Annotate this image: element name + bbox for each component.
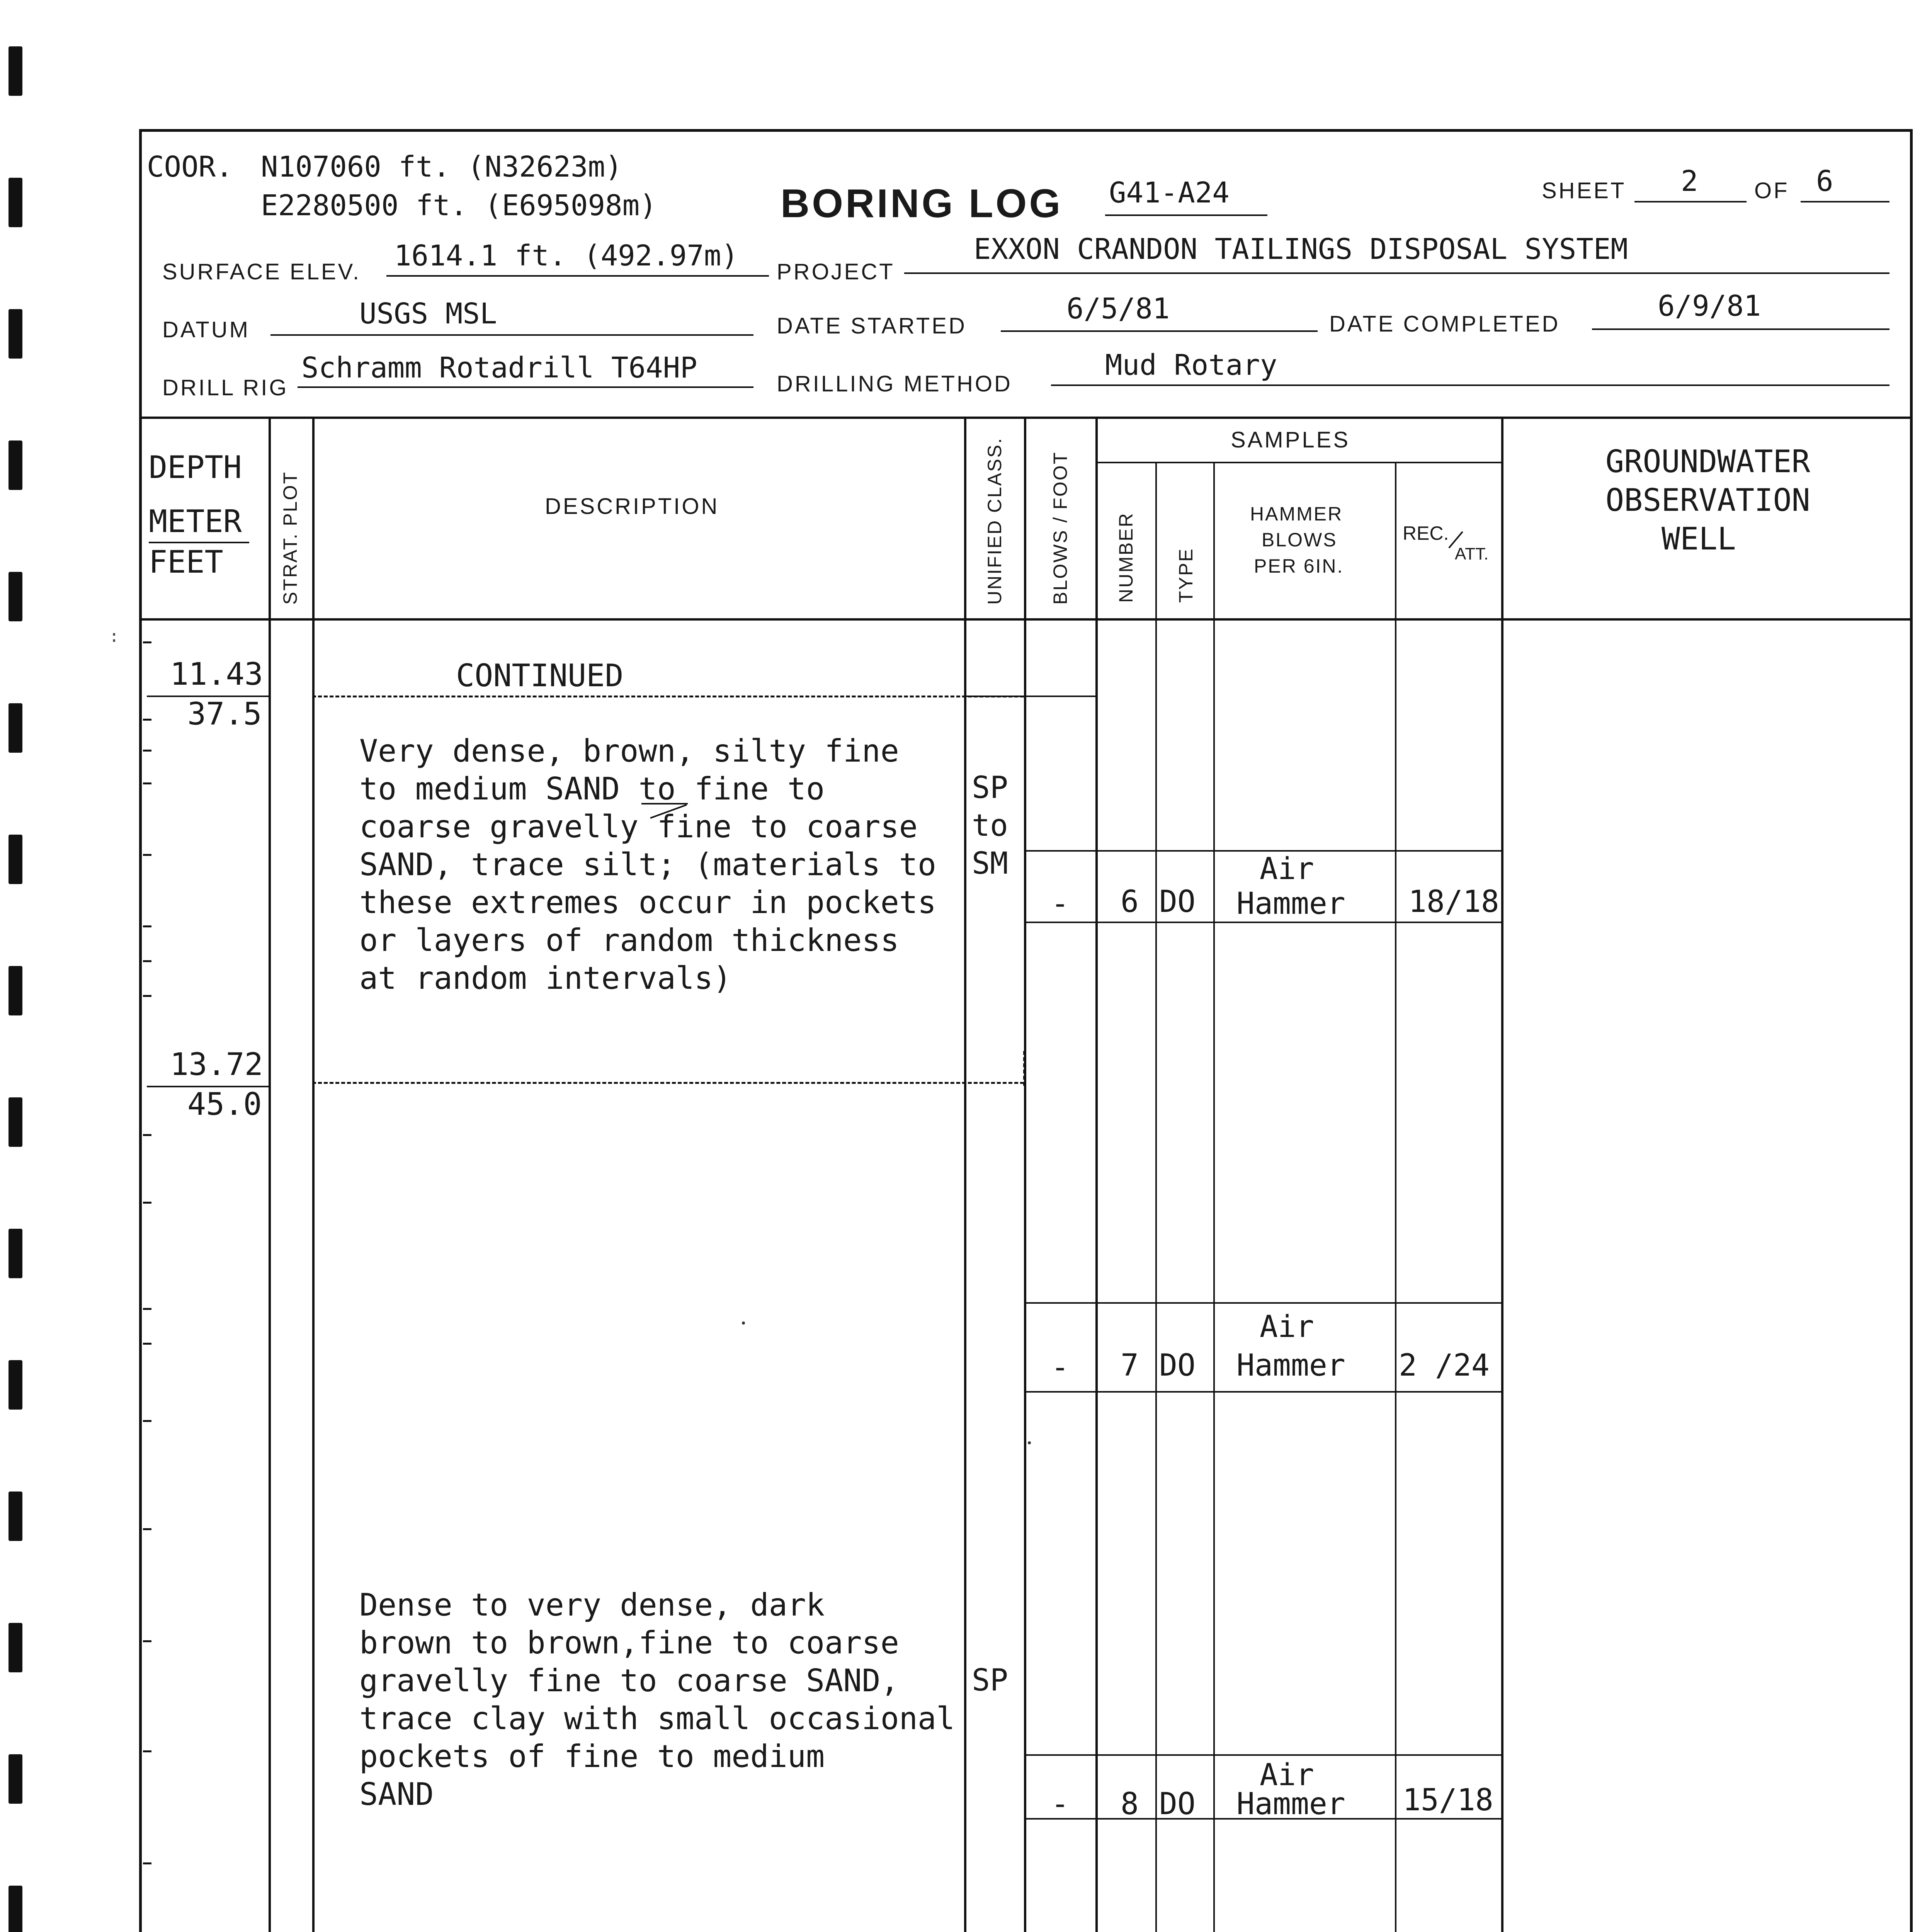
depth-tick bbox=[143, 1862, 151, 1864]
blows-foot-header: BLOWS / FOOT bbox=[1049, 451, 1071, 605]
hammer-header-1: HAMMER bbox=[1250, 503, 1343, 525]
surface-elev-line bbox=[386, 275, 769, 277]
col-line-number bbox=[1155, 462, 1157, 1932]
gw-header-1: GROUNDWATER bbox=[1605, 444, 1810, 480]
depth-meter-1: 11.43 bbox=[170, 656, 263, 692]
number-header: NUMBER bbox=[1115, 512, 1137, 603]
binder-hole bbox=[9, 572, 22, 621]
depth-tick bbox=[143, 960, 151, 962]
underline-to bbox=[641, 803, 688, 804]
datum-label: DATUM bbox=[162, 317, 250, 342]
col-line-desc bbox=[964, 417, 966, 1932]
description-line: SAND bbox=[359, 1776, 434, 1812]
sample-hammer-2: Hammer bbox=[1236, 886, 1345, 921]
blows-divider bbox=[1024, 696, 1095, 697]
col-line-hammer bbox=[1395, 462, 1396, 1932]
sample-rec-att: 2 /24 bbox=[1399, 1348, 1490, 1383]
date-completed-line bbox=[1592, 328, 1889, 330]
depth-tick bbox=[143, 1343, 151, 1345]
sample-rec-att: 15/18 bbox=[1403, 1783, 1493, 1818]
col-line-depth bbox=[269, 417, 271, 1932]
depth-tick bbox=[143, 1202, 151, 1204]
binder-hole bbox=[9, 1754, 22, 1804]
unified-class-header: UNIFIED CLASS. bbox=[984, 437, 1005, 605]
description-line: at random intervals) bbox=[359, 960, 732, 996]
date-started-line bbox=[1001, 330, 1318, 332]
margin-mark: : bbox=[109, 626, 119, 646]
description-line: gravelly fine to coarse SAND, bbox=[359, 1663, 899, 1699]
binder-hole bbox=[9, 178, 22, 227]
depth-header: DEPTH bbox=[149, 449, 242, 485]
boring-id-line bbox=[1105, 214, 1267, 216]
binder-hole bbox=[9, 966, 22, 1015]
sample-type: DO bbox=[1159, 884, 1196, 919]
sample-rec-att: 18/18 bbox=[1408, 884, 1499, 919]
document-title: BORING LOG bbox=[781, 181, 1063, 226]
binder-hole bbox=[9, 440, 22, 490]
depth-tick bbox=[143, 641, 151, 643]
description-line: SAND, trace silt; (materials to bbox=[359, 847, 937, 883]
binder-hole bbox=[9, 1097, 22, 1147]
rec-header: REC. bbox=[1403, 522, 1449, 544]
strat-plot-header: STRAT. PLOT bbox=[279, 471, 301, 605]
depth-tick bbox=[143, 782, 151, 784]
binder-hole bbox=[9, 703, 22, 753]
col-line-type bbox=[1213, 462, 1215, 1932]
class-line: SP bbox=[972, 770, 1008, 805]
pen-mark bbox=[742, 1321, 745, 1325]
depth-tick bbox=[143, 925, 151, 927]
sample-top-line bbox=[1024, 1754, 1501, 1756]
meter-feet-divider bbox=[149, 542, 249, 543]
description-line: to medium SAND to fine to bbox=[359, 771, 825, 807]
project-label: PROJECT bbox=[777, 259, 895, 284]
sample-blows: - bbox=[1051, 1787, 1069, 1821]
depth-meter-2: 13.72 bbox=[170, 1046, 263, 1082]
sheet-total: 6 bbox=[1816, 165, 1833, 198]
drill-rig-line bbox=[298, 386, 753, 388]
of-label: OF bbox=[1754, 178, 1789, 203]
project-name: EXXON CRANDON TAILINGS DISPOSAL SYSTEM bbox=[974, 233, 1628, 266]
gw-header-3: WELL bbox=[1662, 521, 1736, 557]
sheet-number: 2 bbox=[1681, 165, 1698, 198]
surface-elev: 1614.1 ft. (492.97m) bbox=[394, 239, 739, 272]
class-divider-1 bbox=[964, 696, 1024, 697]
depth-tick bbox=[143, 1308, 151, 1310]
type-header: TYPE bbox=[1175, 548, 1197, 603]
pen-mark bbox=[1028, 1441, 1031, 1444]
binder-hole bbox=[9, 1360, 22, 1410]
binder-hole bbox=[9, 1623, 22, 1672]
col-line-blows bbox=[1095, 417, 1098, 1932]
col-line-strat bbox=[312, 417, 315, 1932]
description-header: DESCRIPTION bbox=[545, 494, 719, 519]
description-line: Dense to very dense, dark bbox=[359, 1587, 825, 1623]
sample-hammer-1: Air bbox=[1260, 1310, 1314, 1344]
date-completed-label: DATE COMPLETED bbox=[1329, 311, 1560, 337]
drilling-method-line bbox=[1051, 384, 1889, 386]
surface-elev-label: SURFACE ELEV. bbox=[162, 259, 361, 284]
sample-bottom-line bbox=[1024, 1391, 1501, 1393]
depth-tick bbox=[143, 1420, 151, 1422]
depth-tick bbox=[143, 1134, 151, 1136]
col-line-rec bbox=[1501, 417, 1503, 1932]
description-line: pockets of fine to medium bbox=[359, 1738, 825, 1774]
project-line bbox=[904, 272, 1889, 274]
feet-header: FEET bbox=[149, 544, 223, 580]
description-line: coarse gravelly fine to coarse bbox=[359, 809, 918, 845]
gw-header-2: OBSERVATION bbox=[1605, 482, 1810, 518]
depth-tick bbox=[143, 1640, 151, 1642]
depth-tick bbox=[143, 854, 151, 856]
drilling-method: Mud Rotary bbox=[1105, 349, 1277, 382]
datum-value: USGS MSL bbox=[359, 297, 497, 330]
col-line-class bbox=[1024, 417, 1026, 1932]
drill-rig: Schramm Rotadrill T64HP bbox=[301, 351, 697, 384]
date-started-label: DATE STARTED bbox=[777, 313, 967, 338]
sheet-number-line bbox=[1634, 201, 1747, 202]
depth-tick bbox=[143, 1528, 151, 1530]
sample-hammer-1: Air bbox=[1260, 1758, 1314, 1793]
hammer-header-2: BLOWS bbox=[1262, 529, 1337, 551]
sample-blows: - bbox=[1051, 886, 1069, 921]
depth-feet-2: 45.0 bbox=[187, 1086, 262, 1122]
sample-number: 7 bbox=[1121, 1348, 1139, 1383]
binder-hole bbox=[9, 1492, 22, 1541]
sample-bottom-line bbox=[1024, 922, 1501, 923]
binder-hole bbox=[9, 835, 22, 884]
samples-header-line bbox=[1095, 462, 1501, 463]
stratum-continued-top: CONTINUED bbox=[456, 658, 624, 694]
binder-hole bbox=[9, 1229, 22, 1278]
sample-blows: - bbox=[1051, 1350, 1069, 1385]
description-line: or layers of random thickness bbox=[359, 922, 899, 958]
datum-line bbox=[270, 334, 753, 336]
att-header: ATT. bbox=[1455, 544, 1489, 563]
coord-label: COOR. bbox=[147, 150, 233, 184]
sample-top-line bbox=[1024, 1302, 1501, 1304]
stratum-boundary-2 bbox=[312, 1082, 1024, 1084]
sample-hammer-1: Air bbox=[1260, 852, 1314, 886]
class-line: SP bbox=[972, 1663, 1008, 1698]
description-line: these extremes occur in pockets bbox=[359, 884, 937, 920]
class-dash bbox=[1023, 1051, 1025, 1086]
stratum-boundary-1 bbox=[312, 696, 1024, 697]
sheet-label: SHEET bbox=[1542, 178, 1626, 203]
coord-north: N107060 ft. (N32623m) bbox=[261, 150, 622, 184]
boring-id: G41-A24 bbox=[1109, 176, 1230, 209]
class-line: to bbox=[972, 808, 1008, 843]
hammer-header-3: PER 6IN. bbox=[1254, 555, 1344, 577]
sheet-total-line bbox=[1801, 201, 1889, 202]
binder-hole bbox=[9, 1886, 22, 1932]
samples-header: SAMPLES bbox=[1231, 427, 1350, 452]
drilling-method-label: DRILLING METHOD bbox=[777, 371, 1012, 396]
description-line: Very dense, brown, silty fine bbox=[359, 733, 899, 769]
meter-header: METER bbox=[149, 503, 242, 539]
drill-rig-label: DRILL RIG bbox=[162, 375, 289, 400]
sample-type: DO bbox=[1159, 1348, 1196, 1383]
sample-hammer-2: Hammer bbox=[1236, 1348, 1345, 1383]
date-completed: 6/9/81 bbox=[1658, 289, 1761, 323]
date-started: 6/5/81 bbox=[1066, 292, 1170, 325]
description-line: trace clay with small occasional bbox=[359, 1701, 955, 1736]
sample-type: DO bbox=[1159, 1787, 1196, 1821]
depth-tick bbox=[143, 719, 151, 721]
description-line: brown to brown,fine to coarse bbox=[359, 1625, 899, 1661]
coord-east: E2280500 ft. (E695098m) bbox=[261, 189, 657, 222]
class-line: SM bbox=[972, 846, 1008, 881]
depth-tick bbox=[143, 1750, 151, 1752]
binder-hole bbox=[9, 46, 22, 96]
depth-feet-1: 37.5 bbox=[187, 696, 262, 732]
sample-hammer-2: Hammer bbox=[1236, 1787, 1345, 1821]
sample-number: 8 bbox=[1121, 1787, 1139, 1821]
binder-hole bbox=[9, 309, 22, 359]
depth-tick bbox=[143, 995, 151, 997]
depth-tick bbox=[143, 750, 151, 752]
sample-number: 6 bbox=[1121, 884, 1139, 919]
